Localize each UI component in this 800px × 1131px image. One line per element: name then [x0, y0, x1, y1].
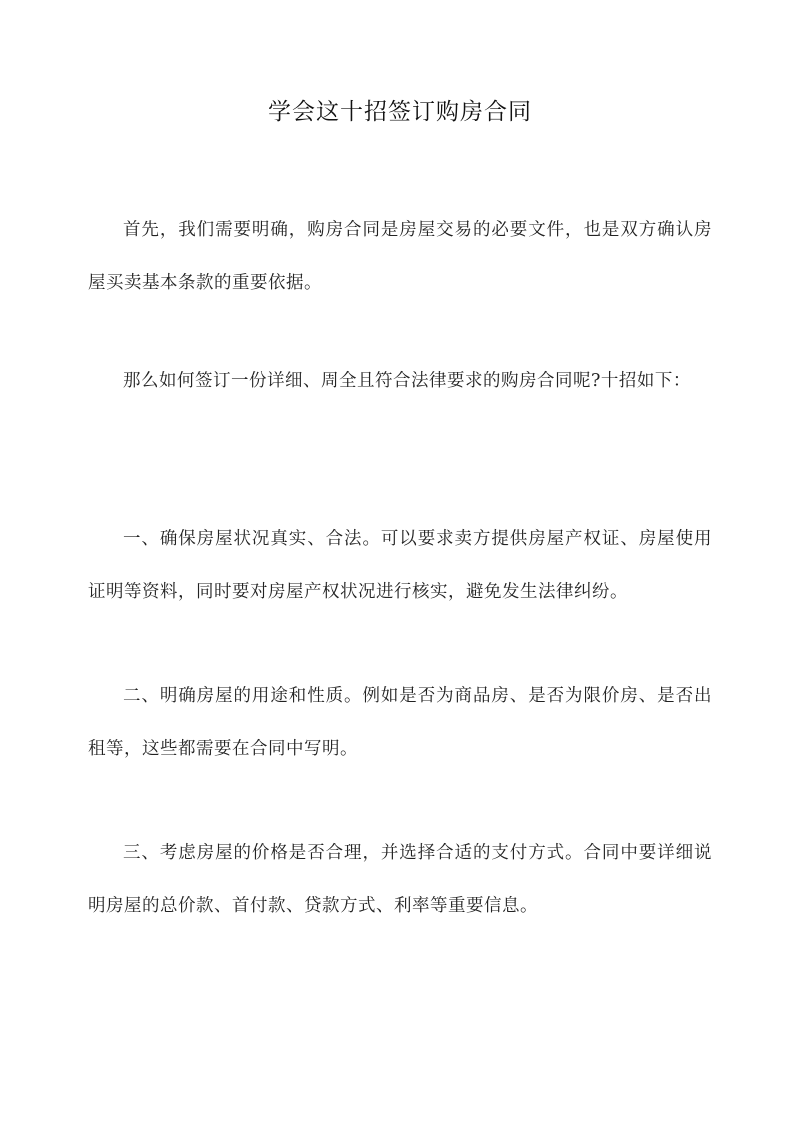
- paragraph-tip-3: 三、考虑房屋的价格是否合理，并选择合适的支付方式。合同中要详细说明房屋的总价款、首付款、贷款方式、利率等重要信息。: [88, 843, 712, 916]
- paragraph-intro: 首先，我们需要明确，购房合同是房屋交易的必要文件，也是双方确认房屋买卖基本条款的重要依据。: [88, 220, 712, 293]
- paragraph-tip-2: 二、明确房屋的用途和性质。例如是否为商品房、是否为限价房、是否出租等，这些都需要在合同中写明。: [88, 686, 712, 759]
- paragraph-question: 那么如何签订一份详细、周全且符合法律要求的购房合同呢?十招如下：: [123, 371, 691, 391]
- paragraph-tip-1: 一、确保房屋状况真实、合法。可以要求卖方提供房屋产权证、房屋使用证明等资料，同时要对房屋产权状况进行核实，避免发生法律纠纷。: [88, 529, 712, 602]
- document-title: 学会这十招签订购房合同: [268, 99, 532, 125]
